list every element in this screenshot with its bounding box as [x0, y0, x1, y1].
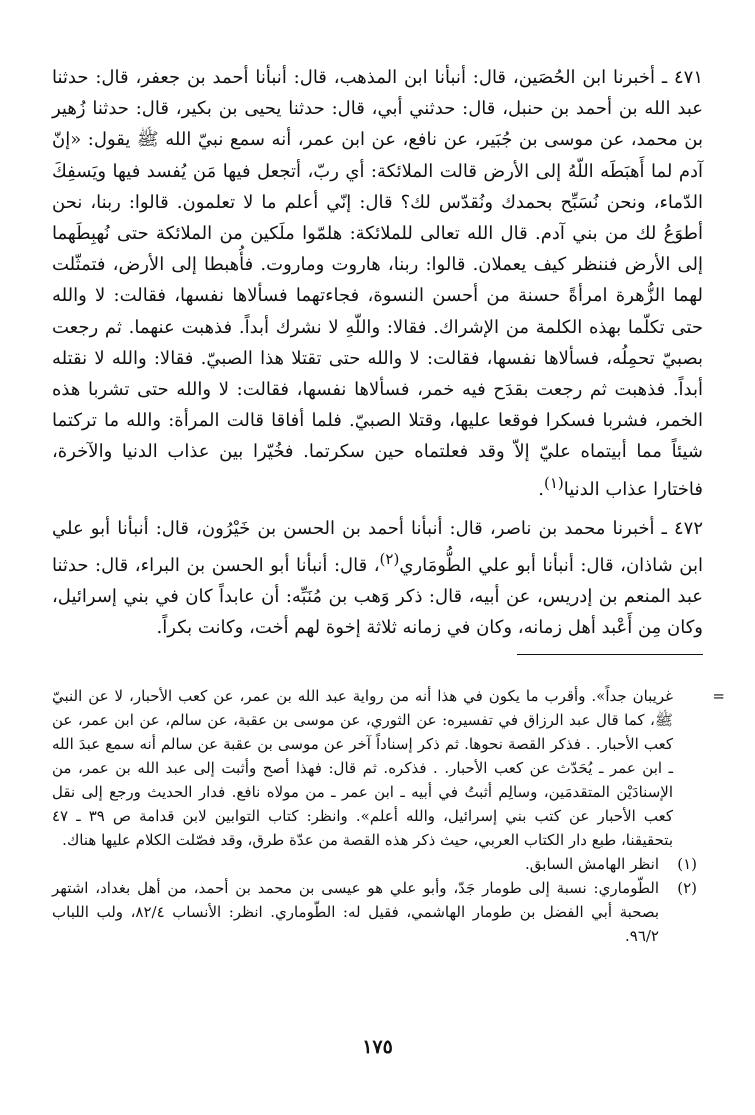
footnote-1-number: (١)	[677, 855, 697, 873]
footnote-2-text: الطّوماري: نسبة إلى طومار جَدّ، وأبو علي هو عيسى بن محمد بن أحمد، من أهل بغداد، اشتهر بصحبة أبي الفضل بن طومار الهاشمي، فقيل له: الطّوماري. انظر: الأنساب ٨٢/٤، ولب اللباب ٩٦/٢.	[52, 879, 659, 945]
footnote-1-text: انظر الهامش السابق.	[525, 855, 659, 873]
main-text	[52, 62, 703, 644]
footnote-continuation	[52, 684, 725, 852]
paragraph-471	[52, 62, 703, 505]
paragraph-472-rest: ، قال: أنبأنا أبو الحسن بن البراء، قال: حدثنا عبد المنعم بن إدريس، عن أبيه، قال: ذكر وَهب بن مُنَبِّه: أن عابداً كان في بني إسرائيل، وكان مِن أَعْبد أهل زمانه، وكان في زمانه ثلاثة إخوة لهم أخت، وكانت بكراً.	[52, 555, 703, 639]
footnote-2	[52, 876, 703, 948]
footnote-separator	[517, 654, 703, 655]
paragraph-471-end: .	[538, 478, 544, 500]
footnote-ref-2: (٢)	[379, 550, 400, 569]
footnotes	[52, 684, 725, 948]
continuation-marker: =	[712, 687, 725, 705]
paragraph-472	[52, 513, 703, 644]
page	[52, 62, 725, 1095]
paragraph-472-text: ٤٧٢ ـ أخبرنا محمد بن ناصر، قال: أنبأنا أحمد بن الحسن بن خَيْرُون، قال: أنبأنا أبو علي ابن شاذان، قال: أنبأنا أبو علي الطُّومَاري	[52, 517, 703, 577]
footnote-continuation-text: غريبان جداً». وأقرب ما يكون في هذا أنه من رواية عبد الله بن عمر، عن كعب الأحبار، لا عن النبيّ ﷺ، كما قال عبد الرزاق في تفسيره: عن الثوري، عن موسى بن عقبة، عن سالم، عن ابن عمر، عن كعب الأحبار. . فذكر القصة نحوها. ثم ذكر إسناداً آخر عن موسى بن عقبة عن سالم أنه سمع عبدَ الله ـ ابن عمر ـ يُحَدّث عن كعب الأحبار. . فذكره. ثم قال: فهذا أصح وأثبت إلى عبد الله بن عمر، من الإسنادَيْن المتقدمَين، وسالِم أثبتُ في أبيه ـ ابن عمر ـ من مولاه نافع. فدار الحديث ورجع إلى نقل كعب الأحبار عن كتب بني إسرائيل، والله أعلم». وانظر: كتاب التوابين لابن قدامة ص ٣٩ ـ ٤٧ بتحقيقنا، طبع دار الكتاب العربي، حيث ذكر هذه القصة من عدّة طرق، وقد فصّلت الكلام عليها هناك.	[52, 687, 673, 849]
footnote-2-number: (٢)	[677, 879, 697, 897]
page-number: ١٧٥	[362, 1036, 393, 1058]
footnote-1	[52, 852, 703, 876]
paragraph-471-text: ٤٧١ ـ أخبرنا ابن الحُصَين، قال: أنبأنا ابن المذهب، قال: أنبأنا أحمد بن جعفر، قال: حدثنا عبد الله بن أحمد بن حنبل، قال: حدثني أبي، قال: حدثنا يحيى بن بكير، قال: حدثنا زُهير بن محمد، عن موسى بن جُبَير، عن نافع، عن ابن عمر، أنه سمع نبيّ الله ﷺ يقول: «إنّ آدم لما أَهبَطَه اللّهُ إلى الأرض قالت الملائكة: أي ربّ، أتجعل فيها مَن يُفسد فيها ويَسفِكَ الدّماء، ونحن نُسَبِّح بحمدك ونُقدّس لك؟ قال: إنّي أعلم ما لا تعلمون. قالوا: ربنا، نحن أطوَعُ لك من بني آدم. قال الله تعالى للملائكة: هلمّوا ملَكين من الملائكة حتى نُهبِطَهما إلى الأرض فننظر كيف يعملان. قالوا: ربنا، هاروت وماروت. فأُهبطا إلى الأرض، فتمثّلت لهما الزُّهرة امرأةً حسنة من أحسن النسوة، فجاءتهما فسألاها نفسها، فقالت: لا والله حتى تكلّما بهذه الكلمة من الإشراك. فقالا: واللّهِ لا نشرك أبداً. فذهبت عنهما. ثم رجعت بصبيّ تحمِلُه، فسألاها نفسها، فقالت: لا والله حتى تقتلا هذا الصبيّ. فقالا: والله لا نقتله أبداً. فذهبت ثم رجعت بقدَح فيه خمر، فسألاها نفسها، فقالت: لا والله حتى تشربا هذه الخمر، فشربا فسكرا فوقعا عليها، وقتلا الصبيّ. فلما أفاقا قالت المرأة: والله ما تركتما شيئاً مما أبيتماه عليّ إلاّ وقد فعلتماه حين سكرتما. فخُيّرا بين عذاب الدنيا والآخرة، فاختارا عذاب الدنيا	[52, 67, 703, 500]
footnote-ref-1: (١)	[543, 473, 564, 492]
